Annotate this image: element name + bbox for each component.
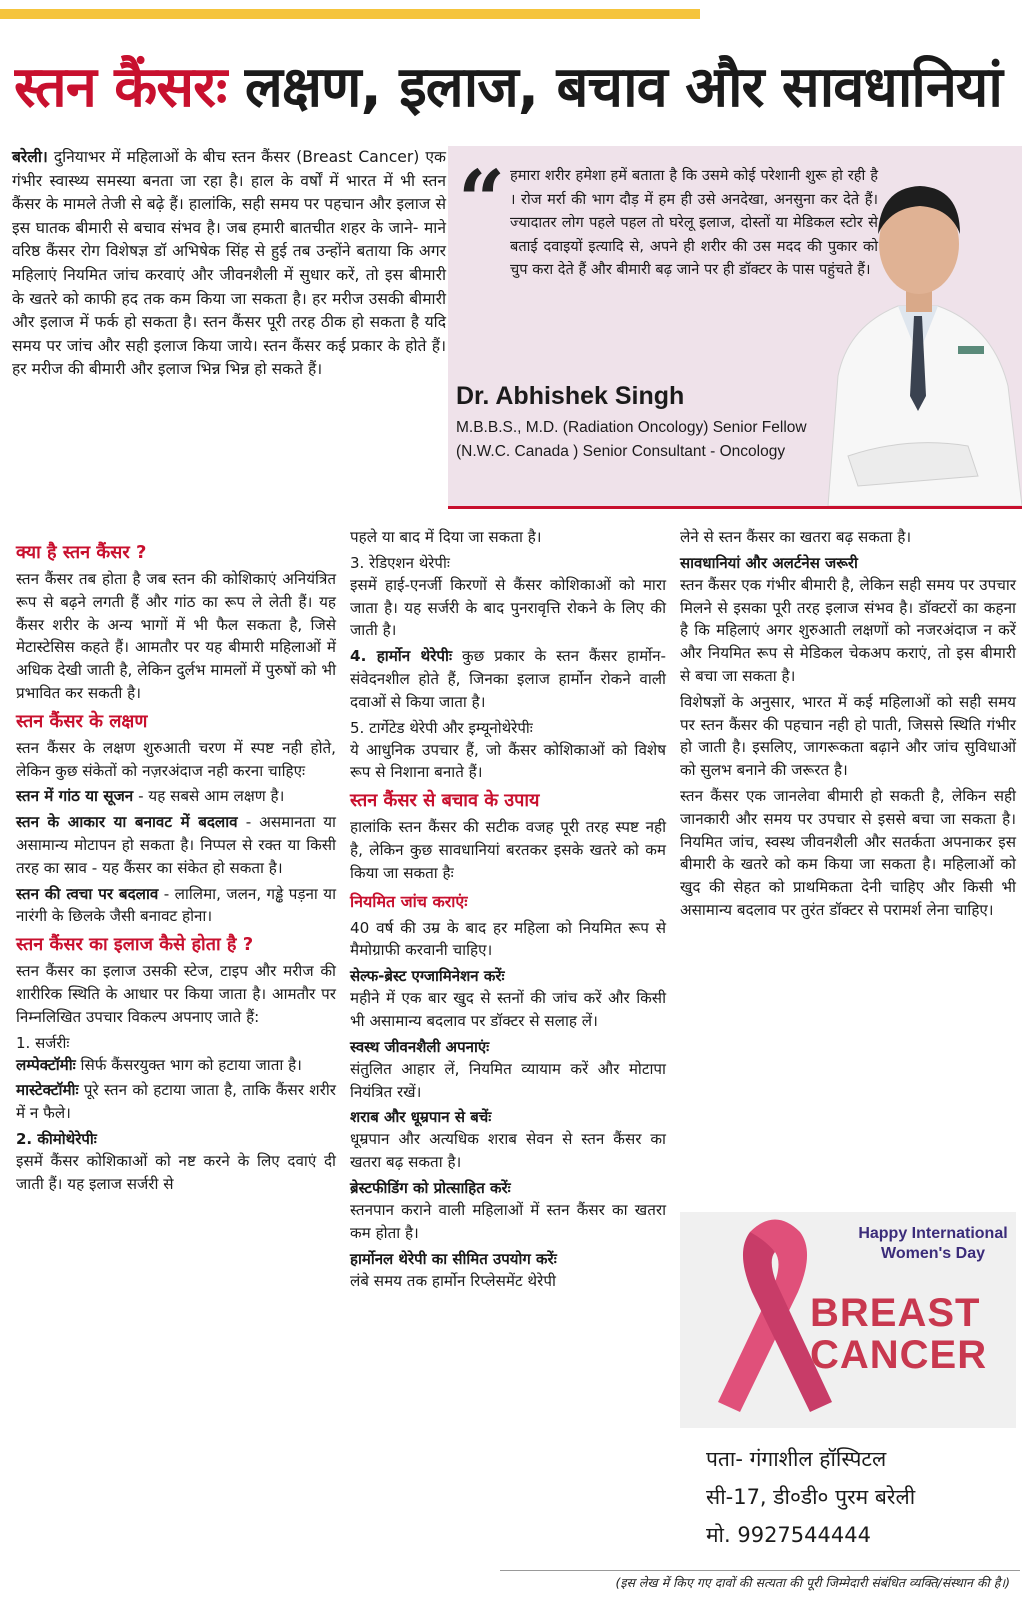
heading-lifestyle: स्वस्थ जीवनशैली अपनाएंः (350, 1037, 490, 1056)
treatment-1a-title: लम्पेक्टॉमीः (16, 1055, 76, 1074)
treatment-4-text: कुछ प्रकार के स्तन कैंसर हार्मोन- संवेदनशील होते हैं, जिनका इलाज हार्मोन रोकने वाली दवाओं से किया जाता है। (350, 647, 666, 711)
para-breastfeeding: स्तनपान कराने वाली महिलाओं में स्तन कैंसर का खतरा कम होता है। (350, 1200, 666, 1242)
heading-prevention: स्तन कैंसर से बचाव के उपाय (350, 790, 540, 812)
para-symptoms: स्तन कैंसर के लक्षण शुरुआती चरण में स्पष्ट नही होते, लेकिन कुछ संकेतों को नज़रअंदाज नही करना चाहिएः (16, 738, 336, 780)
para-prevention: हालांकि स्तन कैंसर की सटीक वजह पूरी तरह स्पष्ट नही है, लेकिन कुछ सावधानियां बरतकर इसके खतरे को कम किया जा सकता हैः (350, 818, 666, 882)
womens-day-text: Happy International Women's Day (858, 1225, 1008, 1262)
quote-text: हमारा शरीर हमेशा हमें बताता है कि उसमे कोई परेशानी शुरू हो रही है । रोज मर्रा की भाग दौड़ में हम ही उसे अनदेखा, अनसुना कर देते हैं। ज्यादातर लोग पहले पहल तो घरेलू इलाज, दोस्तों या मेडिकल स्टोर से बताई दवाइयों इत्यादि से, अपने ही शरीर की उस मदद की पुकार को चुप करा देते हैं और बीमारी बढ़ जाने पर ही डॉक्टर के पास पहुंचते हैं। (510, 167, 878, 278)
treatment-2-text: इसमें कैंसर कोशिकाओं को नष्ट करने के लिए दवाएं दी जाती हैं। यह इलाज सर्जरी से (16, 1151, 336, 1193)
phone-number: मो. 9927544444 (706, 1523, 871, 1547)
column-1 (16, 536, 336, 1199)
symptom-3 (16, 883, 336, 929)
para-hormonal: लंबे समय तक हार्मोन रिप्लेसमेंट थेरेपी (350, 1271, 556, 1290)
symptom-1-text: - यह सबसे आम लक्षण है। (133, 787, 285, 806)
treatment-3-title: 3. रेडिएशन थेरेपीः (350, 553, 450, 572)
heading-self-exam: सेल्फ-ब्रेस्ट एग्जामिनेशन करेंः (350, 967, 505, 986)
breast-word: BREAST (810, 1291, 981, 1335)
disclaimer (0, 1568, 1024, 1598)
symptom-2-title: स्तन के आकार या बनावट में बदलाव (16, 813, 238, 832)
para-what-is: स्तन कैंसर तब होता है जब स्तन की कोशिकाएं अनियंत्रित रूप से बढ़ने लगती हैं और गांठ का रूप ले लेती हैं। यह कैंसर शरीर के अन्य भागों में भी फैल सकता है, जिसे मेटास्टेसिस कहते हैं। आमतौर पर यह बीमारी महिलाओं में अधिक देखी जाती है, लेकिन दुर्लभ मामलों में पुरुषों को भी प्रभावित कर सकती है। (16, 570, 336, 702)
doctor-name: Dr. Abhishek Singh (456, 382, 685, 410)
headline-black-part: लक्षण, इलाज, बचाव और सावधानियां (226, 55, 1002, 120)
doctor-degrees: M.B.B.S., M.D. (Radiation Oncology) Senior Fellow (N.W.C. Canada ) Senior Consultant - Oncology (456, 419, 807, 460)
treatment-2-title: 2. कीमोथेरेपीः (16, 1129, 97, 1148)
para-self-exam: महीने में एक बार खुद से स्तनों की जांच करें और किसी भी असामान्य बदलाव पर डॉक्टर से सलाह लें। (350, 989, 666, 1030)
para-treatment: स्तन कैंसर का इलाज उसकी स्टेज, टाइप और मरीज की शारीरिक स्थिति के आधार पर किया जाता है। आमतौर पर निम्नलिखित उपचार विकल्प अपनाए जाते हैं: (16, 962, 336, 1026)
doctor-quote-box (448, 146, 1022, 506)
treatment-1b-text: पूरे स्तन को हटाया जाता है, ताकि कैंसर शरीर में न फैले। (16, 1081, 336, 1123)
treatment-5-text: ये आधुनिक उपचार हैं, जो कैंसर कोशिकाओं को विशेष रूप से निशाना बनाते हैं। (350, 740, 666, 782)
para-awareness-3: स्तन कैंसर एक जानलेवा बीमारी हो सकती है, लेकिन सही जानकारी और समय पर उपचार से इससे बचा जा सकता है। नियमित जांच, स्वस्थ जीवनशैली और सतर्कता अपनाकर इस बीमारी के खतरे को कम किया जा सकता है। महिलाओं को खुद की सेहत को प्राथमिकता देनी चाहिए और किसी भी असामान्य बदलाव पर तुरंत डॉक्टर से परामर्श लेना चाहिए। (680, 786, 1016, 919)
disclaimer-text: (इस लेख में किए गए दावों की सत्यता की पूरी जिम्मेदारी संबंधित व्यक्ति/संस्थान की है।) (615, 1575, 1010, 1590)
treatment-3-text: इसमें हाई-एनर्जी किरणों से कैंसर कोशिकाओं को मारा जाता है। यह सर्जरी के बाद पुनरावृत्ति रोकने के लिए की जाती है। (350, 575, 666, 640)
treatment-1-title: 1. सर्जरीः (16, 1033, 70, 1052)
address-line-1: पता- गंगाशील हॉस्पिटल (706, 1447, 887, 1471)
quote-box-underline (448, 506, 1022, 509)
treatment-1a (16, 1054, 336, 1077)
treatment-1a-text: सिर्फ कैंसरयुक्त भाग को हटाया जाता है। (75, 1055, 302, 1074)
para-awareness-1: स्तन कैंसर एक गंभीर बीमारी है, लेकिन सही समय पर उपचार मिलने से इसका पूरी तरह इलाज संभव है। डॉक्टरों का कहना है कि महिलाएं अगर शुरुआती लक्षणों को नजरअंदाज न करें और नियमित रूप से मेडिकल चेकअप कराएं, तो इस बीमारी से बचा जा सकता है। (680, 575, 1016, 685)
dateline: बरेली। (12, 148, 48, 166)
para-awareness-2: विशेषज्ञों के अनुसार, भारत में कई महिलाओं को सही समय पर स्तन कैंसर की पहचान नही हो पाती, जिससे स्थिति गंभीर हो जाती है। इसलिए, जागरूकता बढ़ाने और जांच सुविधाओं को सुलभ बनाने की जरूरत है। (680, 692, 1016, 780)
address-line-2: सी-17, डी०डी० पुरम बरेली (706, 1485, 916, 1509)
heading-hormonal: हार्मोनल थेरेपी का सीमित उपयोग करेंः (350, 1249, 557, 1268)
treatment-4-title: 4. हार्मोन थेरेपीः (350, 647, 453, 666)
headline-red-part: स्तन कैंसरः (14, 55, 227, 120)
breast-cancer-text (810, 1292, 987, 1376)
symptom-3-title: स्तन की त्वचा पर बदलाव (16, 884, 159, 903)
intro-text: दुनियाभर में महिलाओं के बीच स्तन कैंसर (Breast Cancer) एक गंभीर स्वास्थ्य समस्या बनता जा रहा है। हाल के वर्षों में भारत में भी स्तन कैंसर के मामले तेजी से बढ़े हैं। हालांकि, सही समय पर पहचान और इलाज से इस घातक बीमारी से बचाव संभव है। जब हमारी बातचीत शहर के जाने- माने वरिष्ठ कैंसर रोग विशेषज्ञ डॉ अभिषेक सिंह से हुई तब उन्होंने बताया कि अगर महिलाएं नियमित जांच करवाएं और जीवनशैली में सुधार करें, तो इस बीमारी के खतरे को काफी हद तक कम किया जा सकता है। हर मरीज उसकी बीमारी और इलाज में फर्क हो सकता है। स्तन कैंसर पूरी तरह ठीक हो सकता है यदि समय पर जांच और सही इलाज किया जाये। स्तन कैंसर कई प्रकार के होते हैं। हर मरीज की बीमारी और इलाज भिन्न भिन्न हो सकते हैं। (12, 148, 446, 379)
para-continued-3: लेने से स्तन कैंसर का खतरा बढ़ सकता है। (680, 528, 912, 546)
treatment-1b (16, 1079, 336, 1125)
doctor-photo (818, 156, 1022, 506)
symptom-2 (16, 811, 336, 879)
symptom-1-title: स्तन में गांठ या सूजन (16, 787, 134, 806)
para-checkup: 40 वर्ष की उम्र के बाद हर महिला को नियमित रूप से मैमोग्राफी करवानी चाहिए। (350, 918, 666, 960)
heading-checkup: नियमित जांच कराएंः (350, 891, 468, 911)
para-alcohol: धूम्रपान और अत्यधिक शराब सेवन से स्तन कैंसर का खतरा बढ़ सकता है। (350, 1130, 666, 1172)
symptom-2-text: - असमानता या असामान्य मोटापन हो सकता है। निप्पल से रक्त या किसी तरह का स्राव - यह कैंसर का संकेत हो सकता है। (16, 813, 336, 877)
top-accent-bar (0, 9, 700, 19)
heading-treatment: स्तन कैंसर का इलाज कैसे होता है ? (16, 934, 254, 956)
heading-what-is: क्या है स्तन कैंसर ? (16, 542, 147, 563)
headline (14, 48, 1014, 128)
quote-mark-icon: “ (458, 153, 506, 249)
heading-awareness: सावधानियां और अलर्टनेस जरूरी (680, 553, 858, 572)
treatment-5-title: 5. टार्गेटेड थेरेपी और इम्यूनोथेरेपीः (350, 718, 533, 737)
heading-breastfeeding: ब्रेस्टफीडिंग को प्रोत्साहित करेंः (350, 1178, 511, 1197)
hospital-address (706, 1440, 1024, 1554)
treatment-1b-title: मास्टेक्टॉमीः (16, 1081, 79, 1100)
heading-alcohol: शराब और धूम्रपान से बचेंः (350, 1108, 492, 1127)
intro-paragraph (12, 146, 446, 382)
heading-symptoms: स्तन कैंसर के लक्षण (16, 710, 148, 732)
column-2 (350, 526, 666, 1295)
cancer-word: CANCER (810, 1333, 988, 1377)
para-lifestyle: संतुलित आहार लें, नियमित व्यायाम करें और मोटापा नियंत्रित रखें। (350, 1059, 666, 1101)
treatment-4 (350, 645, 666, 713)
para-continued: पहले या बाद में दिया जा सकता है। (350, 528, 542, 546)
symptom-3-text: - लालिमा, जलन, गड्ढे पड़ना या नारंगी के छिलके जैसी बनावट होना। (16, 884, 336, 926)
womens-day-ad (680, 1212, 1016, 1428)
column-3 (680, 526, 1016, 925)
disclaimer-rule (500, 1570, 1020, 1571)
symptom-1 (16, 785, 336, 808)
